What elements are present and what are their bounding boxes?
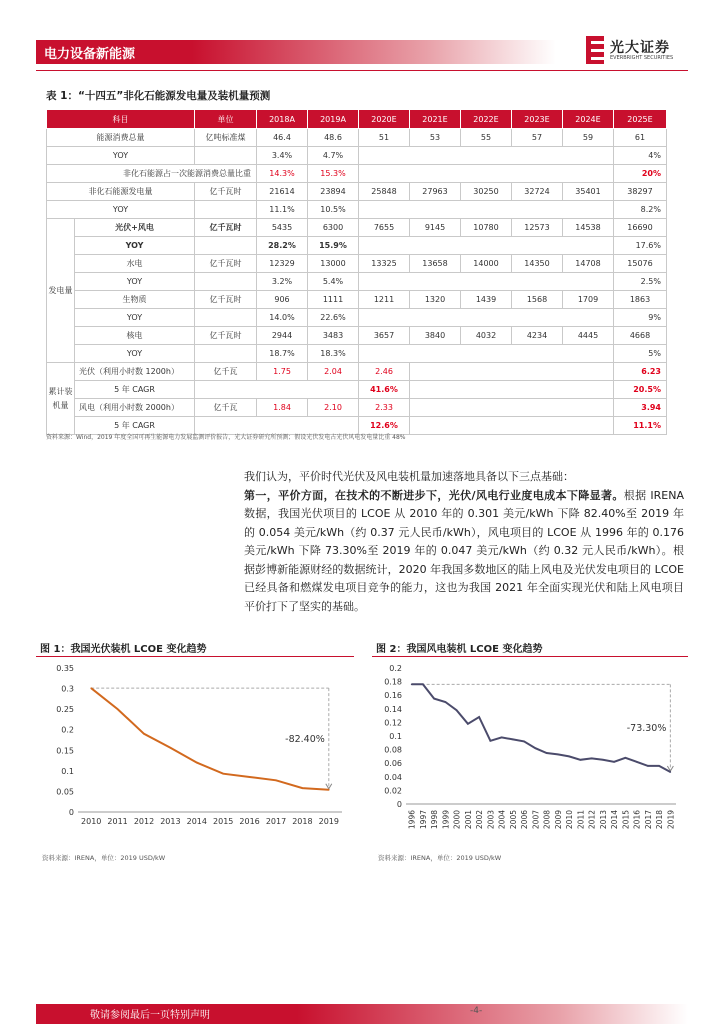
table-row: [47, 327, 667, 345]
col-unit: 单位: [195, 110, 257, 129]
col-2023e: 2023E: [512, 110, 563, 129]
y-tick-label: 0: [68, 808, 74, 817]
data-point: [613, 761, 615, 763]
table-header-row: [47, 110, 667, 129]
table-cell: 14708: [563, 255, 614, 273]
data-point: [302, 787, 304, 789]
y-tick-label: 0: [396, 800, 402, 809]
data-point: [501, 737, 503, 739]
table-row: [47, 345, 667, 363]
table-cell: [359, 237, 614, 255]
page-header: [0, 0, 724, 70]
x-tick-label: 2018: [292, 817, 313, 826]
x-tick-label: 2018: [655, 810, 665, 830]
data-point: [535, 747, 537, 749]
table-cell: [359, 309, 614, 327]
y-tick-label: 0.12: [384, 718, 402, 728]
col-2025e: 2025E: [614, 110, 667, 129]
annotation-label: -73.30%: [626, 723, 667, 735]
fig1-divider: [36, 656, 354, 657]
table-cell: YOY: [47, 147, 195, 165]
table-cell: 2.46: [359, 363, 410, 381]
y-tick-label: 0.35: [56, 664, 74, 673]
x-tick-label: 2012: [133, 817, 155, 826]
x-tick-label: 2019: [666, 810, 676, 830]
table-cell: [195, 147, 257, 165]
table-cell: 1211: [359, 291, 410, 309]
data-point: [467, 723, 469, 725]
x-tick-label: 2019: [318, 817, 339, 826]
data-point: [658, 765, 660, 767]
table-cell: YOY: [75, 237, 195, 255]
everbright-logo-icon: [586, 36, 604, 64]
y-tick-label: 0.04: [384, 772, 402, 782]
x-tick-label: 2011: [576, 810, 586, 830]
table-cell: 亿千瓦: [195, 363, 257, 381]
table-cell: 1320: [410, 291, 461, 309]
intro-paragraph: 我们认为，平价时代光伏及风电装机量加速落地具备以下三点基础：: [244, 470, 574, 483]
table-cell: 12.6%: [359, 417, 410, 435]
table-row: [47, 381, 667, 399]
table-row: [47, 219, 667, 237]
x-tick-label: 1998: [430, 810, 440, 830]
table-cell: 25848: [359, 183, 410, 201]
solar-lcoe-chart: [36, 660, 356, 850]
y-tick-label: 0.06: [384, 759, 402, 769]
table-cell: 14.3%: [257, 165, 308, 183]
table-cell: 6.23: [614, 363, 667, 381]
x-tick-label: 2013: [160, 817, 181, 826]
table-row: [47, 399, 667, 417]
table-row: [47, 237, 667, 255]
table-row: [47, 255, 667, 273]
data-point: [143, 733, 145, 735]
table-cell: [359, 165, 614, 183]
table-cell: 35401: [563, 183, 614, 201]
table-cell: 20.5%: [614, 381, 667, 399]
forecast-table: [46, 109, 667, 435]
table-cell: 1709: [563, 291, 614, 309]
table-cell: 2.10: [308, 399, 359, 417]
table-cell: [410, 363, 614, 381]
y-tick-label: 0.16: [384, 691, 402, 701]
data-point: [249, 776, 251, 778]
table-cell: 15076: [614, 255, 667, 273]
y-tick-label: 0.05: [56, 787, 74, 797]
point-one-text: 根据 IRENA 数据，我国光伏项目的 LCOE 从 2010 年的 0.301 美元/kWh 下降 82.40%至 2019 年的 0.054 美元/kWh（约 0.37 元人民币/kWh），风电项目的 LCOE 从 1996 年的 0.176 美元/kWh 下降 73.30%至 2019 年的 0.047 美元/kWh（约 0.32 元人民币/kWh）。根据彭博新能源财经的数据统计，2020 年我国多数地区的陆上风电及光伏发电项目的 LCOE 已经具备和燃煤发电项目竞争的能力，这也为我国 2021 年全面实现光伏和陆上风电项目平价打下了坚实的基础。: [244, 488, 684, 613]
x-tick-label: 2017: [265, 817, 287, 826]
table-row: [47, 183, 667, 201]
data-point: [90, 687, 92, 689]
table-cell: 3.2%: [257, 273, 308, 291]
table-cell: 亿千瓦时: [195, 291, 257, 309]
table-cell: 亿吨标准煤: [195, 129, 257, 147]
x-tick-label: 2015: [213, 817, 234, 826]
table-cell: 光伏+风电: [75, 219, 195, 237]
x-tick-label: 2017: [643, 810, 653, 830]
x-tick-label: 2001: [463, 810, 473, 830]
x-tick-label: 2006: [520, 810, 530, 830]
data-point: [557, 754, 559, 756]
y-tick-label: 0.02: [384, 786, 402, 796]
table-cell: 23894: [308, 183, 359, 201]
data-point: [490, 740, 492, 742]
table-cell: 48.6: [308, 129, 359, 147]
table-cell: [410, 381, 614, 399]
data-point: [222, 773, 224, 775]
table-cell: YOY: [75, 309, 195, 327]
data-point: [670, 771, 672, 773]
x-tick-label: 2009: [553, 810, 563, 830]
table-cell: 1863: [614, 291, 667, 309]
table-cell: 2.33: [359, 399, 410, 417]
table-cell: 32724: [512, 183, 563, 201]
table-cell: 4032: [461, 327, 512, 345]
table-cell: 4668: [614, 327, 667, 345]
data-point: [546, 752, 548, 754]
table-cell: YOY: [47, 201, 195, 219]
data-point: [602, 759, 604, 761]
data-point: [117, 708, 119, 710]
table-cell: 12573: [512, 219, 563, 237]
data-point: [625, 757, 627, 759]
table-cell: [195, 381, 359, 399]
table-cell: 1568: [512, 291, 563, 309]
y-tick-label: 0.14: [384, 704, 402, 714]
data-point: [411, 684, 413, 686]
x-tick-label: 2002: [475, 810, 485, 830]
x-tick-label: 1997: [418, 810, 428, 830]
table-row: [47, 129, 667, 147]
fig1-title: 图 1：我国光伏装机 LCOE 变化趋势: [40, 644, 207, 655]
y-tick-label: 0.08: [384, 745, 402, 755]
x-tick-label: 2004: [497, 810, 507, 830]
fig2-source: 资料来源：IRENA，单位：2019 USD/kW: [378, 854, 502, 862]
table-cell: 41.6%: [359, 381, 410, 399]
x-tick-label: 2011: [107, 817, 128, 826]
data-point: [647, 765, 649, 767]
table-cell: 38297: [614, 183, 667, 201]
table-cell: 6300: [308, 219, 359, 237]
table-cell: 光伏（利用小时数 1200h）: [75, 363, 195, 381]
table-cell: 2.04: [308, 363, 359, 381]
table-cell: 1111: [308, 291, 359, 309]
table-cell: 59: [563, 129, 614, 147]
table-row: [47, 309, 667, 327]
table-cell: 3.94: [614, 399, 667, 417]
col-2019a: 2019A: [308, 110, 359, 129]
logo-text: 光大证券: [610, 40, 670, 56]
table-cell: [195, 345, 257, 363]
table-cell: 30250: [461, 183, 512, 201]
y-tick-label: 0.25: [56, 705, 74, 715]
table-cell: 1.84: [257, 399, 308, 417]
data-point: [433, 698, 435, 700]
table-cell: 9145: [410, 219, 461, 237]
col-2021e: 2021E: [410, 110, 461, 129]
y-tick-label: 0.3: [61, 684, 74, 694]
table-cell: 1439: [461, 291, 512, 309]
table-cell: 8.2%: [614, 201, 667, 219]
data-point: [456, 709, 458, 711]
x-tick-label: 2014: [610, 810, 620, 830]
table-row: [47, 273, 667, 291]
data-point: [328, 789, 330, 791]
x-tick-label: 2003: [486, 810, 496, 830]
x-tick-label: 2010: [81, 817, 102, 826]
table-cell: 非化石能源占一次能源消费总量比重: [47, 165, 257, 183]
table-cell: 61: [614, 129, 667, 147]
table-cell: 18.3%: [308, 345, 359, 363]
table-cell: 2.5%: [614, 273, 667, 291]
table-cell: 14000: [461, 255, 512, 273]
data-point: [422, 684, 424, 686]
x-tick-label: 2014: [186, 817, 207, 826]
table-row: [47, 291, 667, 309]
logo-subtext: EVERBRIGHT SECURITIES: [610, 55, 674, 61]
table-cell: 5 年 CAGR: [75, 381, 195, 399]
x-tick-label: 2008: [542, 810, 552, 830]
col-2018a: 2018A: [257, 110, 308, 129]
x-tick-label: 2000: [452, 810, 462, 830]
table-cell: 906: [257, 291, 308, 309]
page-number: -4-: [470, 1006, 483, 1016]
table-cell: 46.4: [257, 129, 308, 147]
table-cell: [195, 309, 257, 327]
footer-disclaimer: 敬请参阅最后一页特别声明: [90, 1010, 210, 1021]
table-cell: 20%: [614, 165, 667, 183]
table-cell: 4%: [614, 147, 667, 165]
table-cell: 10.5%: [308, 201, 359, 219]
y-tick-label: 0.18: [384, 677, 402, 687]
col-subject: 科目: [47, 110, 195, 129]
table-cell: 28.2%: [257, 237, 308, 255]
table-cell: 3.4%: [257, 147, 308, 165]
body-text: [244, 468, 684, 616]
x-tick-label: 2010: [565, 810, 575, 830]
table-cell: 4234: [512, 327, 563, 345]
x-tick-label: 2007: [531, 810, 541, 830]
table-cell: 5 年 CAGR: [75, 417, 195, 435]
table-cell: 亿千瓦时: [195, 183, 257, 201]
data-point: [196, 762, 198, 764]
data-point: [275, 780, 277, 782]
x-tick-label: 2012: [587, 810, 597, 830]
table-cell: 5%: [614, 345, 667, 363]
x-tick-label: 2013: [598, 810, 608, 830]
point-one-heading: 第一，平价方面，在技术的不断进步下，光伏/风电行业度电成本下降显著。: [244, 488, 624, 502]
table-cell: [359, 273, 614, 291]
table-cell: 水电: [75, 255, 195, 273]
table-cell: 亿千瓦: [195, 399, 257, 417]
table-cell: [359, 345, 614, 363]
table-cell: 10780: [461, 219, 512, 237]
table-cell: 16690: [614, 219, 667, 237]
table-cell: 11.1%: [614, 417, 667, 435]
everbright-logo: [586, 36, 696, 68]
table-title: 表 1：“十四五”非化石能源发电量及装机量预测: [46, 90, 271, 102]
table-cell: 5435: [257, 219, 308, 237]
y-tick-label: 0.2: [61, 725, 74, 735]
table-cell: 13325: [359, 255, 410, 273]
data-point: [170, 747, 172, 749]
table-cell: 非化石能源发电量: [47, 183, 195, 201]
table-cell: 能源消费总量: [47, 129, 195, 147]
y-tick-label: 0.1: [61, 766, 74, 776]
fig1-source: 资料来源：IRENA，单位：2019 USD/kW: [42, 854, 166, 862]
table-cell: 15.9%: [308, 237, 359, 255]
table-cell: 亿千瓦时: [195, 255, 257, 273]
x-tick-label: 1996: [407, 810, 417, 830]
table-cell: 51: [359, 129, 410, 147]
fig2-divider: [372, 656, 688, 657]
table-cell: 18.7%: [257, 345, 308, 363]
x-tick-label: 2005: [508, 810, 518, 830]
y-tick-label: 0.15: [56, 746, 74, 756]
col-2020e: 2020E: [359, 110, 410, 129]
table-cell: 风电（利用小时数 2000h）: [75, 399, 195, 417]
table-cell: 14538: [563, 219, 614, 237]
data-point: [523, 741, 525, 743]
table-cell: 11.1%: [257, 201, 308, 219]
table-cell: 53: [410, 129, 461, 147]
group-label-generation: 发电量: [47, 219, 75, 363]
table-cell: 5.4%: [308, 273, 359, 291]
section-title: 电力设备新能源: [44, 47, 136, 62]
table-cell: 13000: [308, 255, 359, 273]
table-cell: YOY: [75, 273, 195, 291]
table-cell: 13658: [410, 255, 461, 273]
data-point: [478, 716, 480, 718]
fig2-title: 图 2：我国风电装机 LCOE 变化趋势: [376, 644, 543, 655]
table-cell: 3483: [308, 327, 359, 345]
table-row: [47, 147, 667, 165]
data-point: [580, 759, 582, 761]
table-cell: [359, 201, 614, 219]
table-cell: 55: [461, 129, 512, 147]
x-tick-label: 2015: [621, 810, 631, 830]
table-cell: 4445: [563, 327, 614, 345]
point-one-paragraph: [244, 487, 684, 617]
table-row: [47, 363, 667, 381]
data-point: [591, 758, 593, 760]
table-cell: 14350: [512, 255, 563, 273]
col-2024e: 2024E: [563, 110, 614, 129]
table-source: 资料来源：Wind，2019 年度全国可再生能源电力发展监测评价报告，光大证券研究所预测；假设光伏发电占光伏风电发电量比重 48%: [46, 434, 406, 441]
x-tick-label: 1999: [441, 810, 451, 830]
table-cell: 2944: [257, 327, 308, 345]
y-tick-label: 0.2: [389, 664, 402, 673]
table-cell: 27963: [410, 183, 461, 201]
table-cell: 核电: [75, 327, 195, 345]
data-point: [568, 756, 570, 758]
group-label-capacity: 累计装机量: [47, 363, 75, 435]
y-tick-label: 0.1: [389, 732, 402, 741]
table-cell: 3840: [410, 327, 461, 345]
table-cell: [195, 201, 257, 219]
table-cell: 生物质: [75, 291, 195, 309]
table-cell: 4.7%: [308, 147, 359, 165]
table-cell: 15.3%: [308, 165, 359, 183]
wind-lcoe-chart: [370, 660, 688, 850]
data-point: [512, 739, 514, 741]
table-cell: 12329: [257, 255, 308, 273]
table-cell: [195, 273, 257, 291]
col-2022e: 2022E: [461, 110, 512, 129]
table-cell: 22.6%: [308, 309, 359, 327]
table-cell: 亿千瓦时: [195, 327, 257, 345]
table-cell: 21614: [257, 183, 308, 201]
table-cell: 9%: [614, 309, 667, 327]
table-row: [47, 165, 667, 183]
x-tick-label: 2016: [632, 810, 642, 830]
table-cell: 14.0%: [257, 309, 308, 327]
table-cell: [359, 147, 614, 165]
table-cell: 3657: [359, 327, 410, 345]
table-cell: 亿千瓦时: [195, 219, 257, 237]
data-point: [445, 701, 447, 703]
table-cell: [195, 237, 257, 255]
data-point: [636, 761, 638, 763]
x-tick-label: 2016: [239, 817, 260, 826]
table-cell: 17.6%: [614, 237, 667, 255]
table-row: [47, 201, 667, 219]
table-cell: [410, 399, 614, 417]
table-cell: 1.75: [257, 363, 308, 381]
annotation-label: -82.40%: [285, 733, 325, 745]
table-cell: 7655: [359, 219, 410, 237]
table-cell: 57: [512, 129, 563, 147]
table-cell: YOY: [75, 345, 195, 363]
header-divider: [36, 70, 688, 71]
